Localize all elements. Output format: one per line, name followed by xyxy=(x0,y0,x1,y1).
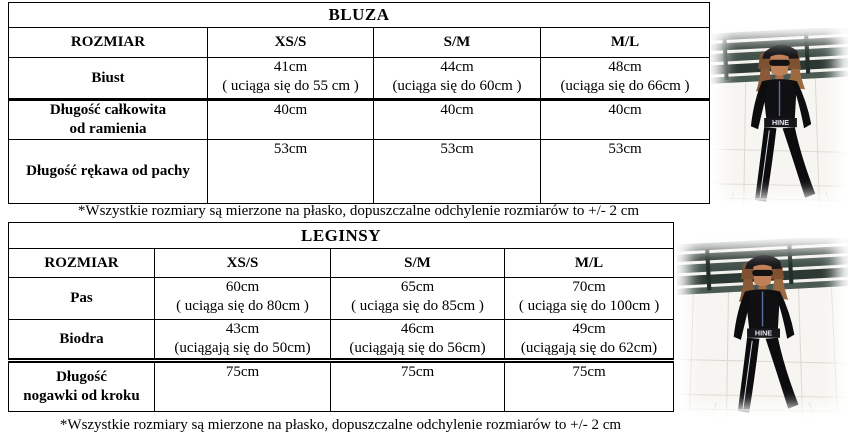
rozmiar-header: ROZMIAR xyxy=(9,28,208,58)
size-column-s-m: S/M xyxy=(374,28,541,58)
rozmiar-header: ROZMIAR xyxy=(9,249,155,278)
row-label-cell xyxy=(9,361,155,412)
value-cell xyxy=(208,100,374,140)
product-photo-bluza xyxy=(711,28,848,207)
row-label-line: Biust xyxy=(91,69,125,86)
table-title-row xyxy=(9,3,710,28)
value-sub: (uciągają się do 56cm) xyxy=(349,340,486,356)
table-row xyxy=(9,361,674,412)
model-photo-illustration xyxy=(677,238,848,418)
value-main: 40cm xyxy=(608,102,642,118)
table-row xyxy=(9,58,710,100)
row-label-line: Długość xyxy=(56,369,107,385)
row-label-line: nogawki od kroku xyxy=(23,388,140,404)
value-sub: (uciągają się do 62cm) xyxy=(520,340,658,356)
value-main: 75cm xyxy=(400,364,435,380)
row-label-line: Długość rękawa od pachy xyxy=(26,163,190,179)
value-main: 70cm xyxy=(572,279,606,295)
value-main: 46cm xyxy=(400,321,435,337)
model-photo-illustration xyxy=(711,28,848,207)
size-column-s-m: S/M xyxy=(331,249,505,278)
value-sub: ( uciąga się do 55 cm ) xyxy=(222,78,359,94)
row-label-line: Pas xyxy=(70,290,93,306)
row-label-line: od ramienia xyxy=(69,121,147,137)
value-sub: ( uciąga się do 85cm ) xyxy=(351,298,484,314)
value-cell xyxy=(374,100,541,140)
value-main: 40cm xyxy=(440,102,474,118)
measurement-note: *Wszystkie rozmiary są mierzone na płasko, dopuszczalne odchylenie rozmiarów to +/- 2 cm xyxy=(77,203,640,219)
leginsy-size-table xyxy=(8,222,674,412)
table-row xyxy=(9,278,674,320)
value-cell xyxy=(541,100,710,140)
value-cell xyxy=(505,320,674,361)
value-main: 65cm xyxy=(400,279,435,295)
size-column-xs-s: XS/S xyxy=(155,249,331,278)
value-cell xyxy=(541,140,710,204)
table-title-row xyxy=(9,223,674,249)
size-column-m-l: M/L xyxy=(505,249,674,278)
row-label-cell xyxy=(9,58,208,100)
value-cell xyxy=(374,58,541,100)
value-main: 40cm xyxy=(273,102,308,118)
row-label-cell xyxy=(9,278,155,320)
value-main: 53cm xyxy=(273,141,308,157)
table-row xyxy=(9,100,710,140)
value-sub: ( uciąga się do 100cm ) xyxy=(518,298,660,314)
value-cell xyxy=(331,278,505,320)
row-label-line: Biodra xyxy=(59,330,104,347)
value-cell xyxy=(155,278,331,320)
value-main: 53cm xyxy=(440,141,474,157)
value-main: 75cm xyxy=(225,364,260,380)
value-sub: (uciągają się do 50cm) xyxy=(174,340,311,356)
value-cell xyxy=(155,320,331,361)
value-main: 75cm xyxy=(572,364,606,380)
value-cell xyxy=(505,361,674,412)
value-main: 60cm xyxy=(225,279,260,295)
value-cell xyxy=(208,140,374,204)
value-cell xyxy=(331,361,505,412)
value-main: 44cm xyxy=(440,59,474,75)
value-cell xyxy=(208,58,374,100)
value-sub: (uciąga się do 60cm ) xyxy=(392,78,522,94)
bluza-size-table xyxy=(8,2,710,204)
value-cell xyxy=(374,140,541,204)
value-main: 53cm xyxy=(608,141,642,157)
product-photo-leginsy xyxy=(677,238,848,418)
value-cell xyxy=(541,58,710,100)
row-label-cell xyxy=(9,100,208,140)
table-title: LEGINSY xyxy=(9,223,674,249)
table-title: BLUZA xyxy=(9,3,710,28)
value-main: 49cm xyxy=(572,321,606,337)
value-main: 48cm xyxy=(608,59,642,75)
measurement-note: *Wszystkie rozmiary są mierzone na płasko, dopuszczalne odchylenie rozmiarów to +/- 2 cm xyxy=(59,417,622,433)
value-sub: ( uciąga się do 80cm ) xyxy=(176,298,309,314)
value-main: 41cm xyxy=(273,59,308,75)
value-cell xyxy=(155,361,331,412)
row-label-cell xyxy=(9,320,155,361)
row-label-line: Długość całkowita xyxy=(49,102,167,118)
table-row xyxy=(9,320,674,361)
size-header-row xyxy=(9,28,710,58)
waistband-logo-text: HINE xyxy=(754,328,773,338)
value-cell xyxy=(331,320,505,361)
size-column-xs-s: XS/S xyxy=(208,28,374,58)
size-column-m-l: M/L xyxy=(541,28,710,58)
value-sub: (uciąga się do 66cm ) xyxy=(560,78,690,94)
size-header-row xyxy=(9,249,674,278)
row-label-cell xyxy=(9,140,208,204)
waistband-logo-text: HINE xyxy=(771,119,790,128)
value-cell xyxy=(505,278,674,320)
table-row xyxy=(9,140,710,204)
value-main: 43cm xyxy=(225,321,260,337)
